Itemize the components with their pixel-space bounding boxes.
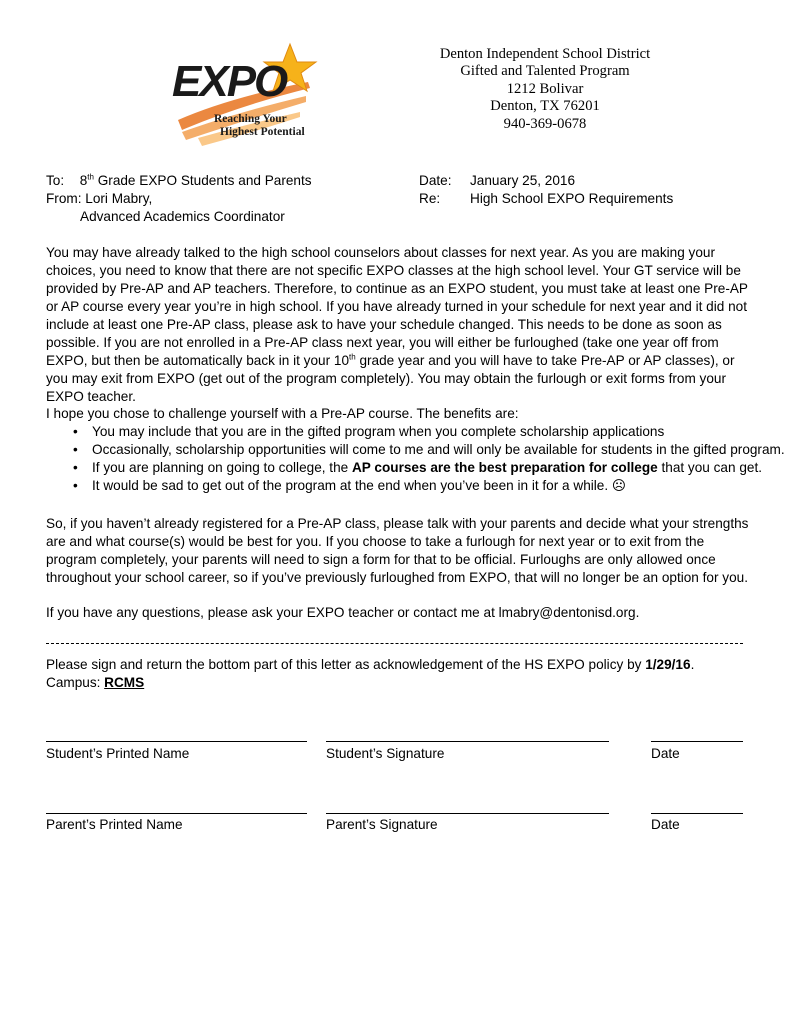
re-value: High School EXPO Requirements: [470, 191, 674, 206]
benefit-emphasis: AP courses are the best preparation for college: [351, 460, 658, 475]
benefits-list: [46, 423, 785, 495]
svg-text:EXPO: EXPO: [172, 57, 287, 106]
return-instruction-end: .: [690, 657, 695, 672]
p1-text-b: grade year and you will have to take Pre-AP or AP classes), or you may exit from EXPO (get out of the program completely). You may obtain the furlough or exit forms from your EXPO teacher.: [46, 353, 735, 404]
benefit-text: that you can get.: [657, 460, 762, 475]
paragraph-requirements: [46, 244, 751, 406]
benefit-text: It would be sad to get out of the program at the end when you’ve been in it for a while. ☹: [92, 478, 627, 493]
contact-text: If you have any questions, please ask your EXPO teacher or contact me at lmabry@dentonisd.org.: [46, 605, 640, 620]
cut-line-divider: [46, 643, 743, 644]
list-item: [46, 459, 762, 477]
to-grade-sup: th: [87, 172, 94, 182]
city-state-zip: Denton, TX 76201: [490, 98, 600, 115]
return-deadline: 1/29/16: [645, 657, 691, 672]
student-signature-line[interactable]: [326, 741, 609, 742]
p3-text: So, if you haven’t already registered for a Pre-AP class, please talk with your parents and decide what your strengths are and what course(s) would be best for you. If you choose to take a furlough for next year or to exit from the program completely, your parents will need to sign a form for that to be official. Furloughs are only allowed once throughout your school career, so if you’ve previously furloughed from EXPO, that will no longer be an option for you.: [46, 516, 749, 585]
district-name: Denton Independent School District: [439, 46, 651, 62]
from-label: From:: [46, 191, 82, 206]
list-item: [46, 423, 751, 441]
benefit-text: You may include that you are in the gifted program when you complete scholarship applications: [92, 424, 665, 439]
expo-logo: [168, 40, 326, 148]
parent-signature-label: Parent’s Signature: [326, 817, 438, 832]
student-signature-label: Student’s Signature: [326, 746, 445, 761]
program-name: Gifted and Talented Program: [460, 63, 630, 80]
parent-printed-name-label: Parent’s Printed Name: [46, 817, 183, 832]
list-item: [46, 477, 751, 495]
parent-signature-line[interactable]: [326, 813, 609, 814]
return-instructions: [46, 656, 751, 692]
re-label: Re:: [419, 191, 441, 206]
from-title: Advanced Academics Coordinator: [80, 209, 285, 224]
student-date-line[interactable]: [651, 741, 743, 742]
memo-from: [46, 190, 152, 208]
student-printed-name-line[interactable]: [46, 741, 307, 742]
bullet-icon: •: [73, 424, 78, 439]
benefit-text: If you are planning on going to college, the: [92, 460, 352, 475]
campus-label: Campus:: [46, 675, 105, 690]
paragraph-benefits: [46, 405, 785, 495]
svg-text:Highest Potential: Highest Potential: [220, 126, 305, 138]
district-address: [420, 46, 670, 133]
parent-date-label: Date: [651, 817, 680, 832]
campus-value: RCMS: [104, 675, 145, 690]
bullet-icon: •: [73, 478, 78, 493]
svg-text:Reaching Your: Reaching Your: [214, 113, 287, 125]
benefits-intro: I hope you chose to challenge yourself with a Pre-AP course. The benefits are:: [46, 406, 519, 421]
parent-printed-name-line[interactable]: [46, 813, 307, 814]
to-grade: 8: [79, 173, 88, 188]
from-name: Lori Mabry,: [85, 191, 153, 206]
to-recipients: Grade EXPO Students and Parents: [93, 173, 312, 188]
to-label: To:: [46, 173, 65, 188]
student-printed-name-label: Student’s Printed Name: [46, 746, 190, 761]
list-item: [46, 441, 785, 459]
bullet-icon: •: [73, 442, 78, 457]
paragraph-furlough: [46, 515, 751, 587]
memo-to: [46, 172, 312, 190]
bullet-icon: •: [73, 460, 78, 475]
date-label: Date:: [419, 173, 452, 188]
student-date-label: Date: [651, 746, 680, 761]
return-instruction-text: Please sign and return the bottom part of this letter as acknowledgement of the HS EXPO policy by: [46, 657, 646, 672]
p1-text-a: You may have already talked to the high school counselors about classes for next year. As you are making your choices, you need to know that there are not specific EXPO classes at the high school level. Your GT service will be provided by Pre-AP and AP teachers. Therefore, to continue as an EXPO student, you must take at least one Pre-AP or AP course every year you’re in high school. If you have already turned in your schedule for next year and it did not include at least one Pre-AP class, please ask to have your schedule changed. This needs to be done as soon as possible. If you are not enrolled in a Pre-AP class next year, you will either be furloughed (take one year off from EXPO, but then be automatically back in it your 10: [46, 245, 748, 368]
p1-sup: th: [349, 352, 356, 362]
date-value: January 25, 2016: [470, 173, 576, 188]
parent-date-line[interactable]: [651, 813, 743, 814]
benefit-text: Occasionally, scholarship opportunities will come to me and will only be available for students in the gifted program.: [92, 442, 785, 457]
street-address: 1212 Bolivar: [506, 80, 584, 97]
phone-number: 940-369-0678: [503, 115, 587, 132]
paragraph-contact: [46, 604, 751, 622]
